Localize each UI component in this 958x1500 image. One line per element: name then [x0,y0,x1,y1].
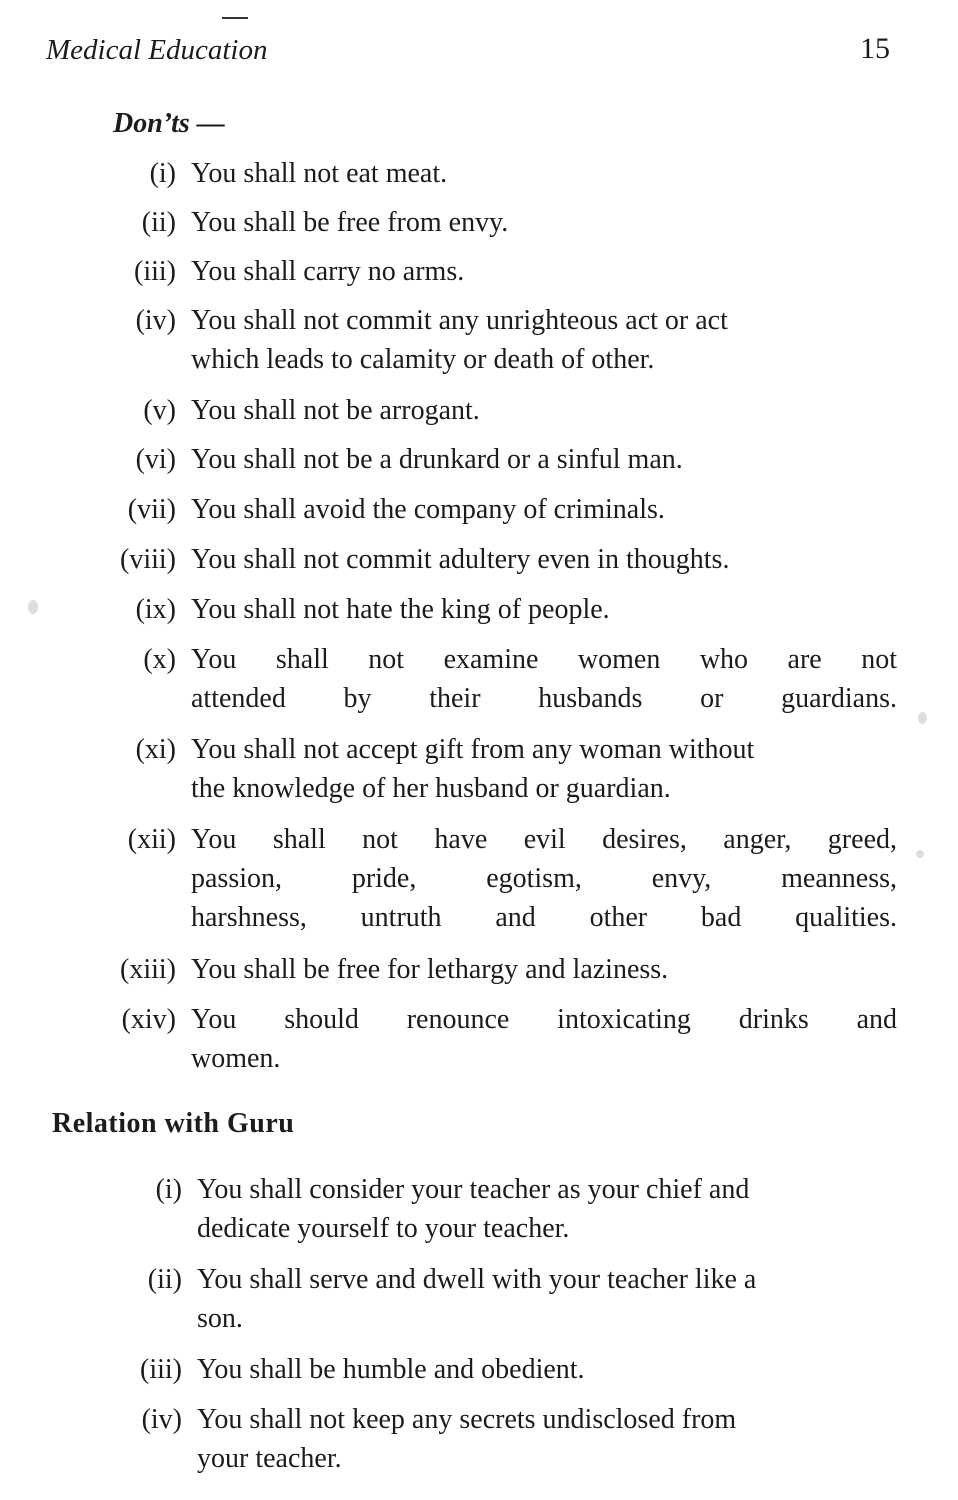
list-item [121,1000,897,1078]
item-text-line: You shall serve and dwell with your teacher like a [197,1264,757,1295]
list-item [135,730,897,808]
item-text-line: You shall not accept gift from any woman without [191,734,755,765]
list-item [135,590,897,629]
item-text-line: the knowledge of her husband or guardian. [191,773,671,804]
list-item [135,440,897,479]
item-number: (v) [143,395,176,426]
list-item [155,1170,900,1248]
list-item [147,1260,900,1338]
list-item [143,391,897,430]
item-text-line: You shall not eat meat. [191,158,448,189]
item-text-line: You shall not commit adultery even in thoughts. [191,544,730,575]
item-number: (i) [149,158,176,189]
item-number: (ii) [147,1264,182,1295]
item-number: (vii) [127,494,176,525]
item-text-line: You shall not hate the king of people. [191,594,610,625]
item-number: (iv) [135,305,176,336]
item-number: (iii) [134,256,176,287]
item-text-line: You should renounce intoxicating drinks and [191,1004,897,1035]
list-item [141,203,897,242]
item-number: (ix) [135,594,176,625]
item-number: (xiii) [120,954,176,985]
item-text-line: attended by their husbands or guardians. [191,683,897,714]
item-text-line: passion, pride, egotism, envy, meanness, [191,863,897,894]
item-text-line: You shall not be a drunkard or a sinful man. [191,444,683,475]
item-number: (iv) [141,1404,182,1435]
item-number: (ii) [141,207,176,238]
item-text-line: your teacher. [197,1443,342,1474]
item-text-line: You shall be free from envy. [191,207,509,238]
list-item [143,640,897,718]
paper-smudge [918,712,927,724]
donts-heading: Don’ts — [113,108,225,139]
item-text-line: You shall consider your teacher as your chief and [197,1174,750,1205]
list-item [135,301,897,379]
item-text-line: which leads to calamity or death of other. [191,344,655,375]
item-text-line: You shall carry no arms. [191,256,465,287]
item-text-line: You shall not commit any unrighteous act or act [191,305,728,336]
page-number: 15 [860,32,890,65]
item-number: (viii) [120,544,176,575]
item-text-line: You shall be humble and obedient. [197,1354,585,1385]
item-text-line: son. [197,1303,243,1334]
list-item [149,154,897,193]
item-text-line: dedicate yourself to your teacher. [197,1213,570,1244]
item-text-line: You shall not be arrogant. [191,395,480,426]
list-item [127,820,897,937]
list-item [120,540,897,579]
top-rule [222,17,248,19]
running-title: Medical Education [46,34,268,66]
item-text-line: harshness, untruth and other bad qualities. [191,902,897,933]
paper-smudge [916,850,924,858]
item-number: (xi) [135,734,176,765]
item-number: (x) [143,644,176,675]
item-number: (i) [155,1174,182,1205]
list-item [140,1350,900,1389]
list-item [134,252,897,291]
paper-smudge [28,600,38,614]
item-number: (iii) [140,1354,182,1385]
item-number: (vi) [135,444,176,475]
item-text-line: You shall not examine women who are not [191,644,897,675]
list-item [127,490,897,529]
item-text-line: women. [191,1043,281,1074]
item-text-line: You shall be free for lethargy and laziness. [191,954,669,985]
section-heading-relation-with-guru: Relation with Guru [52,1108,295,1139]
item-text-line: You shall not keep any secrets undisclosed from [197,1404,737,1435]
item-text-line: You shall not have evil desires, anger, greed, [191,824,897,855]
list-item [141,1400,900,1478]
item-number: (xiv) [121,1004,176,1035]
item-number: (xii) [127,824,176,855]
item-text-line: You shall avoid the company of criminals. [191,494,665,525]
list-item [120,950,897,989]
